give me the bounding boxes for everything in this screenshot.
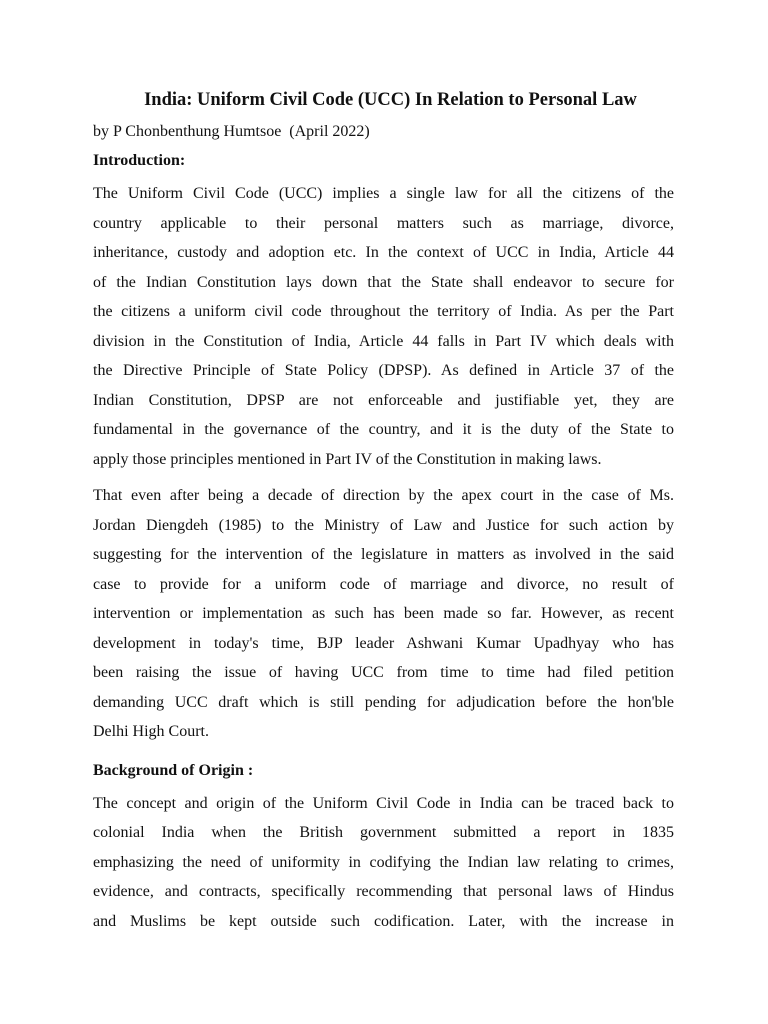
text-line: and Muslims be kept outside such codification. Later, with the increase in — [93, 912, 674, 930]
text-line: Jordan Diengdeh (1985) to the Ministry of Law and Justice for such action by — [93, 516, 674, 534]
text-line: apply those principles mentioned in Part IV of the Constitution in making laws. — [93, 450, 602, 468]
text-line: colonial India when the British government submitted a report in 1835 — [93, 824, 674, 841]
text-line: suggesting for the intervention of the legislature in matters as involved in the said — [93, 546, 674, 563]
document-title: India: Uniform Civil Code (UCC) In Relation to Personal Law — [144, 90, 637, 110]
text-line: evidence, and contracts, specifically recommending that personal laws of Hindus — [93, 883, 674, 900]
text-line: been raising the issue of having UCC from time to time had filed petition — [93, 664, 674, 681]
section-heading-introduction: Introduction: — [93, 152, 186, 169]
document-byline: by P Chonbenthung Humtsoe (April 2022) — [93, 123, 370, 140]
paragraph-introduction-1 — [93, 179, 674, 474]
text-line: The concept and origin of the Uniform Civil Code in India can be traced back to — [93, 794, 674, 812]
text-line: development in today's time, BJP leader Ashwani Kumar Upadhyay who has — [93, 634, 674, 652]
text-line: division in the Constitution of India, Article 44 falls in Part IV which deals with — [93, 332, 674, 350]
text-line: intervention or implementation as such has been made so far. However, as recent — [93, 605, 674, 622]
text-line: the Directive Principle of State Policy (DPSP). As defined in Article 37 of the — [93, 362, 674, 379]
text-line: case to provide for a uniform code of marriage and divorce, no result of — [93, 575, 674, 593]
text-line: Delhi High Court. — [93, 723, 209, 740]
document-page — [93, 88, 674, 936]
text-line: country applicable to their personal matters such as marriage, divorce, — [93, 214, 674, 232]
text-line: demanding UCC draft which is still pending for adjudication before the hon'ble — [93, 693, 674, 711]
text-line: the citizens a uniform civil code throughout the territory of India. As per the Part — [93, 303, 674, 320]
paragraph-introduction-2 — [93, 481, 674, 747]
text-line: emphasizing the need of uniformity in codifying the Indian law relating to crimes, — [93, 853, 674, 871]
text-line: of the Indian Constitution lays down that the State shall endeavor to secure for — [93, 273, 674, 291]
text-line: inheritance, custody and adoption etc. In the context of UCC in India, Article 44 — [93, 244, 674, 261]
section-heading-background-of-origin: Background of Origin : — [93, 761, 254, 779]
text-line: That even after being a decade of direction by the apex court in the case of Ms. — [93, 487, 674, 504]
text-line: The Uniform Civil Code (UCC) implies a single law for all the citizens of the — [93, 185, 674, 202]
paragraph-background-1 — [93, 789, 674, 937]
text-line: fundamental in the governance of the country, and it is the duty of the State to — [93, 421, 674, 438]
text-line: Indian Constitution, DPSP are not enforceable and justifiable yet, they are — [93, 391, 674, 409]
